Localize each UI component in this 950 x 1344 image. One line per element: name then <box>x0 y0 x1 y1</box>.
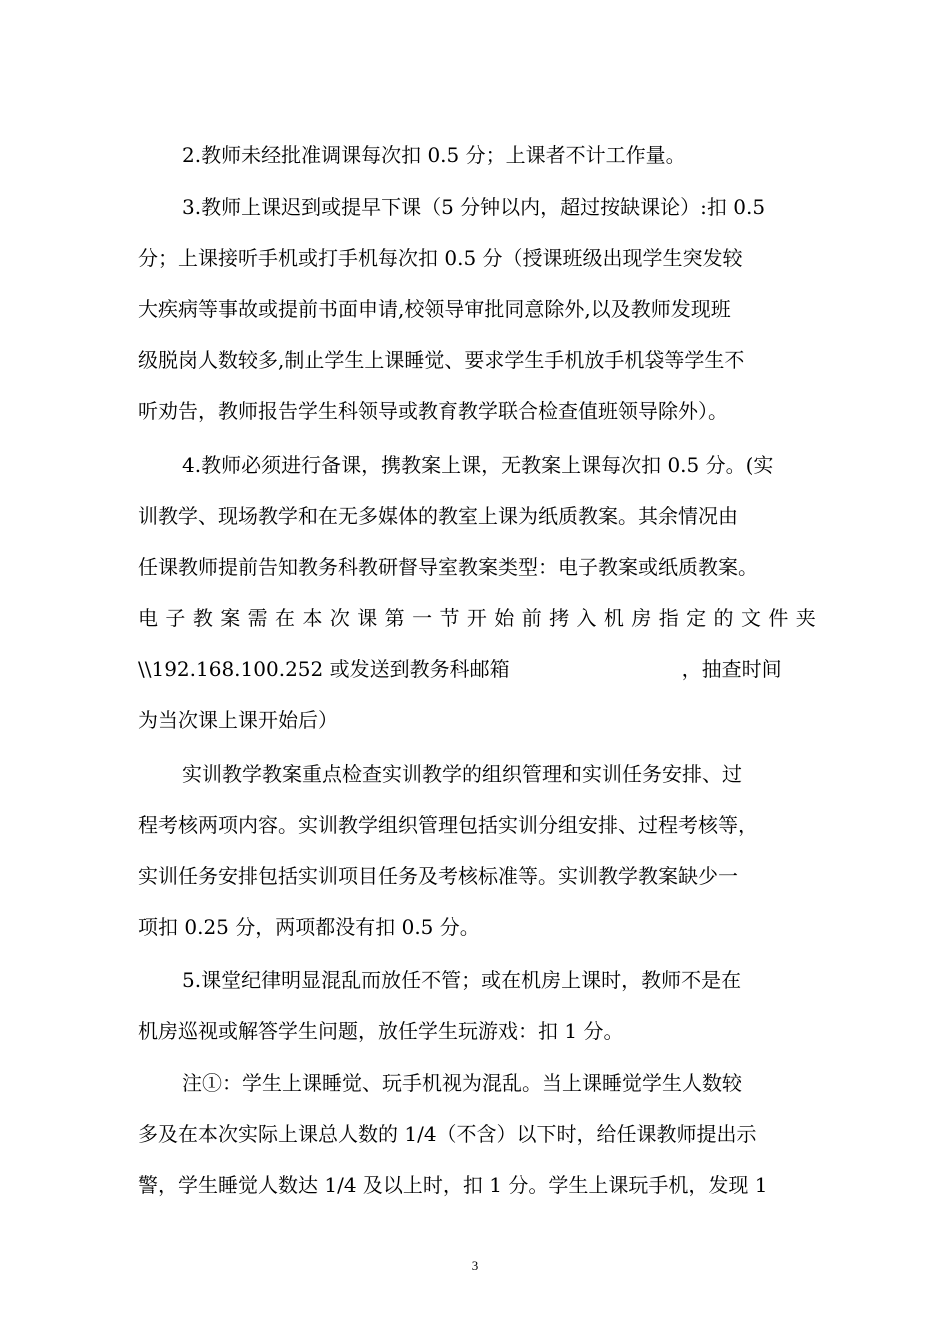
page-number: 3 <box>471 1258 479 1273</box>
spaced-char: 开 <box>466 606 487 630</box>
text-line: 大疾病等事故或提前书面申请,校领导审批同意除外,以及教师发现班 <box>138 297 731 321</box>
paragraph-item-3 <box>138 182 816 437</box>
text-line: 2.教师未经批准调课每次扣 0.5 分；上课者不计工作量。 <box>182 143 686 167</box>
text-line: 实训任务安排包括实训项目任务及考核标准等。实训教学教案缺少一 <box>138 864 738 888</box>
text-fragment: ，抽查时间 <box>681 657 782 681</box>
spaced-char: 定 <box>686 606 707 630</box>
spaced-char: 节 <box>439 606 460 630</box>
text-line: 训教学、现场教学和在无多媒体的教室上课为纸质教案。其余情况由 <box>138 504 738 528</box>
text-line: 注①：学生上课睡觉、玩手机视为混乱。当上课睡觉学生人数较 <box>182 1071 742 1095</box>
spaced-char: 文 <box>740 606 761 630</box>
spaced-char: 需 <box>247 606 268 630</box>
spaced-char: 次 <box>329 606 350 630</box>
spaced-char: 案 <box>220 606 241 630</box>
spaced-char: 拷 <box>549 606 570 630</box>
spaced-char: 始 <box>494 606 515 630</box>
text-line: 分；上课接听手机或打手机每次扣 0.5 分（授课班级出现学生突发较 <box>138 246 743 270</box>
spaced-char: 的 <box>713 606 734 630</box>
spaced-char: 一 <box>412 606 433 630</box>
text-line: 项扣 0.25 分，两项都没有扣 0.5 分。 <box>138 915 480 939</box>
text-line <box>138 644 816 695</box>
text-line: 实训教学教案重点检查实训教学的组织管理和实训任务安排、过 <box>182 762 742 786</box>
paragraph-item-2 <box>138 130 816 181</box>
text-line: 程考核两项内容。实训教学组织管理包括实训分组安排、过程考核等， <box>138 813 758 837</box>
spaced-char: 入 <box>576 606 597 630</box>
text-line: 机房巡视或解答学生问题，放任学生玩游戏：扣 1 分。 <box>138 1019 624 1043</box>
spaced-char: 指 <box>658 606 679 630</box>
text-line: 听劝告，教师报告学生科领导或教育教学联合检查值班领导除外）。 <box>138 399 728 423</box>
paragraph-note-1 <box>138 1058 816 1211</box>
paragraph-item-5 <box>138 955 816 1057</box>
spaced-char: 子 <box>165 606 186 630</box>
text-line: 多及在本次实际上课总人数的 1/4（不含）以下时，给任课教师提出示 <box>138 1122 757 1146</box>
spaced-char: 本 <box>302 606 323 630</box>
spaced-char: 机 <box>603 606 624 630</box>
text-line: 为当次课上课开始后） <box>138 708 338 732</box>
text-line: 任课教师提前告知教务科教研督导室教案类型：电子教案或纸质教案。 <box>138 555 758 579</box>
text-line: 5.课堂纪律明显混乱而放任不管；或在机房上课时，教师不是在 <box>182 968 742 992</box>
spaced-text-line <box>138 593 816 644</box>
spaced-char: 教 <box>192 606 213 630</box>
paragraph-practical-training <box>138 749 816 953</box>
paragraph-item-4 <box>138 440 816 746</box>
text-line: 3.教师上课迟到或提早下课（5 分钟以内，超过按缺课论）:扣 0.5 <box>182 195 766 219</box>
spaced-char: 夹 <box>795 606 816 630</box>
spaced-char: 前 <box>521 606 542 630</box>
server-path-text: \\192.168.100.252 或发送到教务科邮箱 <box>138 657 510 681</box>
spaced-char: 电 <box>138 606 158 630</box>
spaced-char: 件 <box>768 606 789 630</box>
text-line: 4.教师必须进行备课，携教案上课，无教案上课每次扣 0.5 分。(实 <box>182 453 774 477</box>
spaced-char: 课 <box>357 606 378 630</box>
spaced-char: 房 <box>631 606 652 630</box>
spaced-char: 在 <box>275 606 296 630</box>
text-line: 级脱岗人数较多,制止学生上课睡觉、要求学生手机放手机袋等学生不 <box>138 348 745 372</box>
text-line: 警，学生睡觉人数达 1/4 及以上时，扣 1 分。学生上课玩手机，发现 1 <box>138 1173 768 1197</box>
spaced-char: 第 <box>384 606 405 630</box>
